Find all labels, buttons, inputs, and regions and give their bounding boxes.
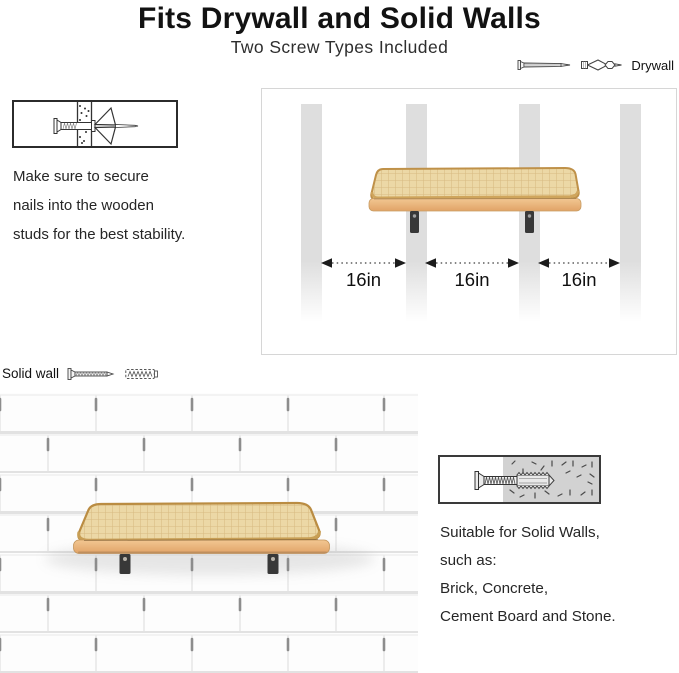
cane-shelf-top xyxy=(78,503,319,541)
drywall-anchor-icon xyxy=(581,57,623,73)
cane-shelf-top xyxy=(371,168,578,200)
stud-note-line: nails into the wooden xyxy=(13,197,154,214)
wood-shelf-board xyxy=(74,540,330,554)
solid-screw-icon xyxy=(67,368,117,380)
brick-wall-photo xyxy=(0,393,418,673)
solid-note-line: such as: xyxy=(440,552,497,569)
drywall-screw-icon xyxy=(517,59,573,71)
solid-wall-legend-label: Solid wall xyxy=(2,366,60,381)
stud-spacing-label: 16in xyxy=(346,269,381,290)
solid-note-line: Cement Board and Stone. xyxy=(440,608,616,625)
stud-note-line: Make sure to secure xyxy=(13,168,149,185)
stud-spacing-label: 16in xyxy=(561,269,597,290)
spacing-arrows xyxy=(321,258,620,267)
solid-wall-note xyxy=(440,519,616,631)
solid-wall-diagram xyxy=(438,455,601,504)
shelf-illustration xyxy=(369,168,581,233)
stud-note xyxy=(13,162,185,249)
drywall-legend xyxy=(517,57,674,73)
stud-note-line: studs for the best stability. xyxy=(13,226,186,243)
drywall-anchor-diagram xyxy=(12,100,178,148)
shelf-brackets xyxy=(410,211,534,233)
drywall-anchor-drawing xyxy=(14,102,176,146)
solid-note-line: Suitable for Solid Walls, xyxy=(440,524,600,541)
stud-spacing-diagram xyxy=(261,88,677,355)
drywall-legend-label: Drywall xyxy=(631,57,674,73)
wall-plug-icon xyxy=(125,368,159,380)
stud-spacing-label: 16in xyxy=(454,269,490,290)
page-subtitle: Two Screw Types Included xyxy=(230,37,449,57)
solid-wall-drawing xyxy=(440,457,599,502)
wall-plug-drawing xyxy=(517,473,554,489)
solid-note-line: Brick, Concrete, xyxy=(440,580,549,597)
solid-wall-legend xyxy=(2,366,159,381)
page-title: Fits Drywall and Solid Walls xyxy=(138,2,541,35)
wood-shelf-board xyxy=(369,199,581,212)
